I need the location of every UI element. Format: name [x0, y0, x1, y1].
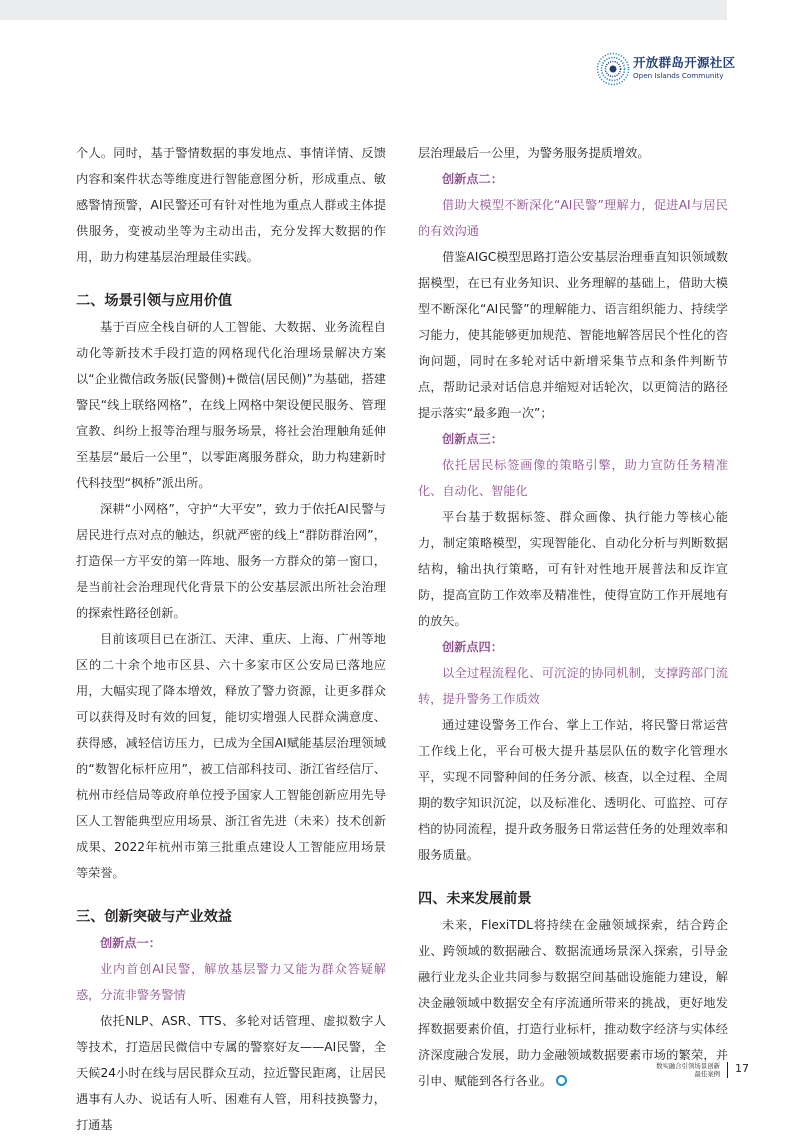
footer-divider — [727, 1062, 728, 1078]
innovation-1-title: 业内首创AI民警，解放基层警力又能为群众答疑解惑，分流非警务警情 — [76, 962, 386, 1002]
innovation-1-body: 依托NLP、ASR、TTS、多轮对话管理、虚拟数字人等技术，打造居民微信中专属的警察好友——AI民警，全天候24小时在线与居民群众互动，拉近警民距离，让居民遇事有人办、说话有人听、困难有人管，用科技换警力，打通基 — [76, 1014, 386, 1132]
innovation-2-label: 创新点二： — [442, 172, 503, 186]
open-islands-logo-icon — [596, 52, 630, 86]
logo-title-en: Open Islands Community — [633, 71, 724, 80]
section-4-text: 未来，FlexiTDL将持续在金融领域探索，结合跨企业、跨领域的数据融合、数据流通场景深入探索，引导金融行业龙头企业共同参与数据空间基础设施能力建设，解决金融领域中数据安全有序流通所带来的挑战，更好地发挥数据要素价值，打造行业标杆，推动数字经济与实体经济深度融合发展，助力金融领域数据要素市场的繁荣，并引申、赋能到各行各业。 — [418, 918, 728, 1088]
section-2-paragraph-1: 基于百应全栈自研的人工智能、大数据、业务流程自动化等新技术手段打造的网格现代化治理场景解决方案以“企业微信政务版(民警侧)+微信(居民侧)”为基础，搭建警民“线上联络网格”，在线上网格中架设便民服务、管理宣教、纠纷上报等治理与服务场景，将社会治理触角延伸至基层“最后一公里”，以零距离服务群众，助力构建新时代科技型“枫桥”派出所。 — [76, 320, 386, 490]
section-2-paragraph-2: 深耕“小网格”，守护“大平安”，致力于依托AI民警与居民进行点对点的触达，织就严密的线上“群防群治网”，打造保一方平安的第一阵地、服务一方群众的第一窗口，是当前社会治理现代化背景下的公安基层派出所社会治理的探索性路径创新。 — [76, 502, 386, 620]
left-column — [76, 140, 386, 1138]
right-column — [418, 140, 728, 1094]
footer-caption — [600, 1062, 720, 1078]
continued-paragraph: 层治理最后一公里，为警务服务提质增效。 — [418, 146, 650, 160]
page-number: 17 — [735, 1062, 749, 1075]
logo-title-cn: 开放群岛开源社区 — [633, 55, 736, 70]
innovation-3-title: 依托居民标签画像的策略引擎，助力宣防任务精准化、自动化、智能化 — [418, 458, 728, 498]
section-4-heading: 四、未来发展前景 — [418, 891, 532, 907]
section-2-paragraph-3: 目前该项目已在浙江、天津、重庆、上海、广州等地区的二十余个地市区县、六十多家市区公安局已落地应用，大幅实现了降本增效，释放了警力资源，让更多群众可以获得及时有效的回复，能切实增强人民群众满意度、获得感，减轻信访压力，已成为全国AI赋能基层治理领域的“数智化标杆应用”，被工信部科技司、浙江省经信厅、杭州市经信局等政府单位授予国家人工智能创新应用先导区人工智能典型应用场景、浙江省先进（未来）技术创新成果、2022年杭州市第三批重点建设人工智能应用场景等荣誉。 — [76, 632, 386, 880]
section-3-heading: 三、创新突破与产业效益 — [76, 909, 233, 925]
innovation-3-body: 平台基于数据标签、群众画像、执行能力等核心能力，制定策略模型，实现智能化、自动化分析与判断数据结构，输出执行策略，可有针对性地开展普法和反诈宣防，提高宣防工作效率及精准性，使得宣防工作开展地有的放矢。 — [418, 510, 728, 628]
innovation-1-label: 创新点一： — [100, 936, 161, 950]
innovation-2-body: 借鉴AIGC模型思路打造公安基层治理垂直知识领域数据模型，在已有业务知识、业务理解的基础上，借助大模型不断深化“AI民警”的理解能力、语言组织能力、持续学习能力，使其能够更加规范、智能地解答居民个性化的咨询问题，同时在多轮对话中新增采集节点和条件判断节点，帮助记录对话信息并缩短对话轮次，以更简洁的路径提示落实“最多跑一次”； — [418, 250, 728, 420]
top-bar — [0, 0, 727, 20]
innovation-4-title: 以全过程流程化、可沉淀的协同机制，支撑跨部门流转，提升警务工作质效 — [418, 666, 728, 706]
innovation-3-label: 创新点三： — [442, 432, 503, 446]
end-mark-icon — [556, 1075, 567, 1086]
innovation-2-title: 借助大模型不断深化“AI民警”理解力，促进AI与居民的有效沟通 — [418, 198, 728, 238]
intro-paragraph: 个人。同时，基于警情数据的事发地点、事情详情、反馈内容和案件状态等维度进行智能意图分析，形成重点、敏感警情预警，AI民警还可有针对性地为重点人群或主体提供服务，变被动坐等为主动出击，充分发挥大数据的作用，助力构建基层治理最佳实践。 — [76, 146, 386, 264]
innovation-4-label: 创新点四： — [442, 640, 503, 654]
section-2-heading: 二、场景引领与应用价值 — [76, 293, 233, 309]
footer-line-1: 数实融合引领场景创新 — [656, 1062, 720, 1070]
community-logo — [596, 52, 736, 92]
innovation-4-body: 通过建设警务工作台、掌上工作站，将民警日常运营工作线上化，平台可极大提升基层队伍的数字化管理水平，实现不同警种间的任务分派、核查，以全过程、全周期的数字知识沉淀，以及标准化、透明化、可监控、可存档的协同流程，提升政务服务日常运营任务的处理效率和服务质量。 — [418, 718, 728, 862]
footer-line-2: 最佳案例 — [694, 1070, 720, 1078]
